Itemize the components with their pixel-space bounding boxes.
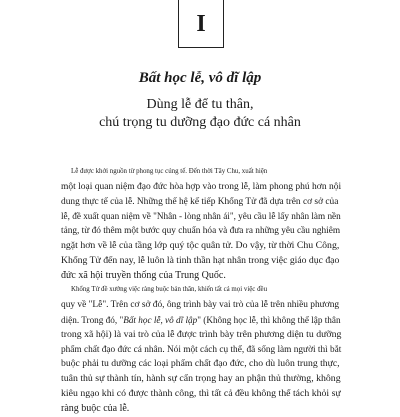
text-line: Lễ được khởi nguồn từ phong tục cúng tế. Đến thời Tây Chu, xuất hiện <box>71 168 268 175</box>
emphasis: Bất học lễ, vô dĩ lập <box>123 314 198 325</box>
paragraph-2 <box>61 283 341 416</box>
text-line: một loại quan niệm đạo đức hòa hợp vào trong lễ, làm phong phú hơn nội <box>61 181 342 192</box>
text-line: Khổng Tử đến nay, lễ luôn là tinh thần hạt nhân trong việc giáo dục đạo <box>61 254 340 266</box>
text-line: trong xã hội) là vai trò của lễ được trình bày trên phương diện tu dưỡng <box>61 328 342 340</box>
body-text <box>61 165 341 417</box>
text-line: ngặt hơn về lễ của tầng lớp quý tộc quân tử. Do vậy, từ thời Chu Công, <box>61 239 340 251</box>
chapter-number-box <box>178 0 224 48</box>
text-line: diện. Trong đó, "Bất học lễ, vô dĩ lập" (Không học lễ, thì không thể lập thân <box>61 314 341 325</box>
subtitle-line: chú trọng tu dưỡng đạo đức cá nhân <box>99 115 301 130</box>
text-line: dung thực tế của lễ. Những thế hệ kế tiếp Khổng Tử đã dựa trên cơ sở của <box>61 196 339 207</box>
subtitle-line: Dùng lễ để tu thân, <box>146 97 254 112</box>
text-line: quy về "Lễ". Trên cơ sở đó, ông trình bày vai trò của lễ trên nhiều phương <box>61 300 340 311</box>
chapter-subtitle <box>0 96 400 132</box>
text-line: tảng, từ đó thêm một bước quy chuẩn hóa và đưa ra những yêu cầu nghiêm <box>61 226 341 237</box>
paragraph-1 <box>61 165 341 283</box>
text-line: lễ, đề xuất quan niệm về "Nhân - lòng nhân ái", yêu cầu lễ lấy nhân làm nền <box>61 211 341 222</box>
text-line: Khổng Tử đề xướng việc ràng buộc bản thân, khiến tất cả mọi việc đều <box>71 286 268 294</box>
text-line: kiêu ngạo khi có được thành công, thì tất cả đều không thể tách khỏi sự <box>61 387 341 399</box>
text-line: buộc phải tu dưỡng các loại phẩm chất đạo đức, cho dù luôn trung thực, <box>61 358 340 370</box>
chapter-number: I <box>196 10 206 37</box>
chapter-title: Bất học lễ, vô dĩ lập <box>138 70 262 86</box>
text-line: đức xã hội truyền thống của Trung Quốc. <box>61 269 226 281</box>
text-line: tuân thủ sự thành tín, hành sự cẩn trọng hay an phận thủ thường, không <box>61 373 341 385</box>
text-line: phẩm chất đạo đức cá nhân. Nói một cách cụ thể, đã sống làm người thì bắt <box>61 344 342 355</box>
text-line: ràng buộc của lễ. <box>61 402 130 414</box>
